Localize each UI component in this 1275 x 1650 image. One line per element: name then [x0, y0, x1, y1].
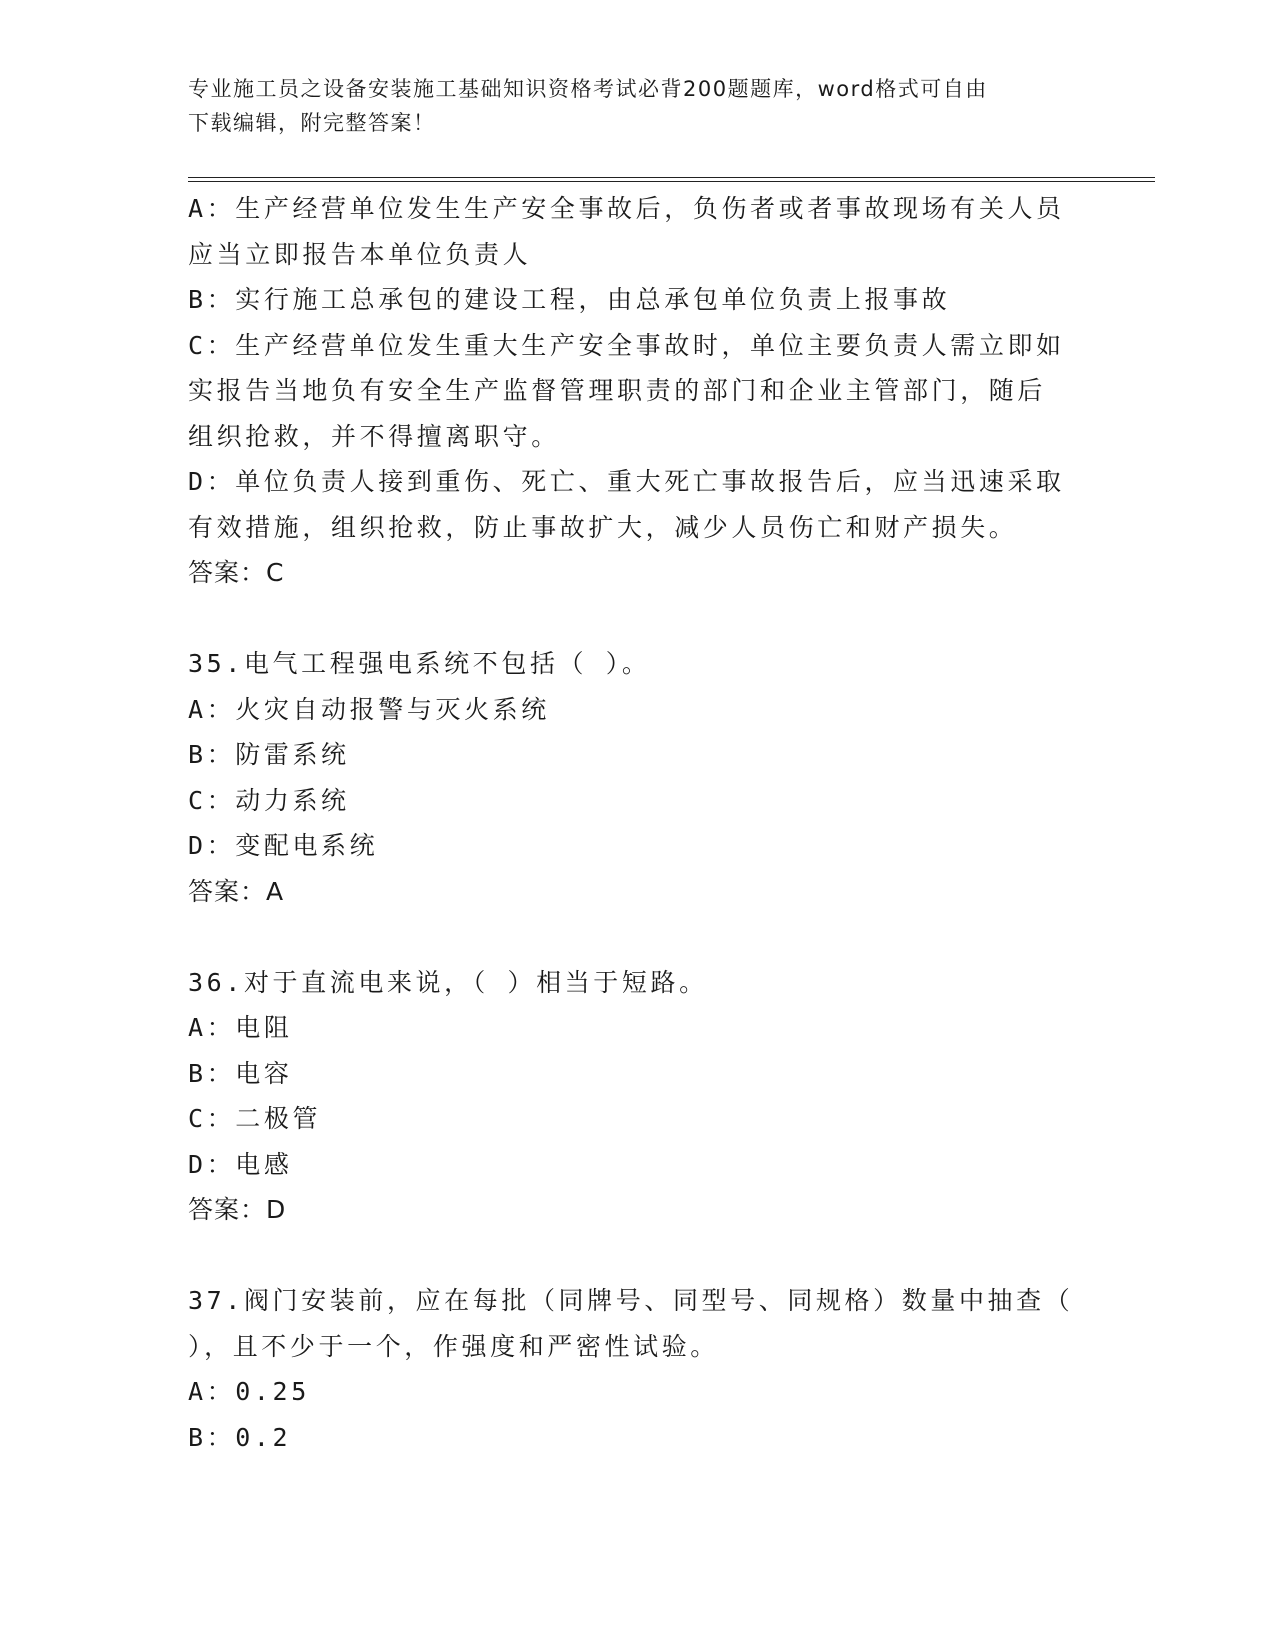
option-line: A：电阻 — [188, 1013, 293, 1042]
question-stem: 36.对于直流电来说，（ ）相当于短路。 — [188, 967, 708, 997]
option-line: C：二极管 — [188, 1104, 322, 1133]
option-line: C：动力系统 — [188, 785, 350, 815]
option-line: B：0.2 — [188, 1422, 292, 1452]
block-spacer — [188, 1233, 1088, 1279]
option-line: B：实行施工总承包的建设工程，由总承包单位负责上报事故 — [188, 285, 951, 314]
option-line: A：0.25 — [188, 1377, 310, 1406]
answer-line: 答案：A — [188, 876, 285, 906]
option-line: D：电感 — [188, 1149, 293, 1179]
question-block-37 — [188, 1278, 1088, 1460]
option-line: 有效措施，组织抢救，防止事故扩大，减少人员伤亡和财产损失。 — [188, 512, 1018, 542]
block-spacer — [188, 914, 1088, 960]
option-line: 组织抢救，并不得擅离职守。 — [188, 421, 560, 451]
option-line: 应当立即报告本单位负责人 — [188, 239, 532, 269]
question-stem: 35.电气工程强电系统不包括（ ）。 — [188, 649, 651, 678]
document-header — [188, 72, 1088, 140]
question-stem: 37.阀门安装前，应在每批（同牌号、同型号、同规格）数量中抽查（ — [188, 1286, 1074, 1315]
option-line: B：防雷系统 — [188, 740, 350, 769]
question-block-36 — [188, 960, 1088, 1233]
answer-line: 答案：C — [188, 558, 285, 587]
header-line-1: 专业施工员之设备安装施工基础知识资格考试必背200题题库，word格式可自由 — [188, 77, 988, 101]
option-line: D：单位负责人接到重伤、死亡、重大死亡事故报告后，应当迅速采取 — [188, 467, 1065, 496]
header-divider — [188, 177, 1155, 182]
option-line: A：火灾自动报警与灭火系统 — [188, 694, 550, 724]
option-line: A：生产经营单位发生生产安全事故后，负伤者或者事故现场有关人员 — [188, 194, 1065, 223]
block-spacer — [188, 596, 1088, 642]
answer-line: 答案：D — [188, 1195, 287, 1224]
question-block-34 — [188, 186, 1088, 596]
option-line: B：电容 — [188, 1058, 293, 1088]
question-list — [188, 186, 1088, 1460]
question-stem-continued: ），且不少于一个，作强度和严密性试验。 — [188, 1331, 719, 1361]
header-line-2: 下载编辑，附完整答案！ — [188, 111, 436, 135]
option-line: D：变配电系统 — [188, 831, 379, 860]
option-line: C：生产经营单位发生重大生产安全事故时，单位主要负责人需立即如 — [188, 330, 1065, 360]
option-line: 实报告当地负有安全生产监督管理职责的部门和企业主管部门，随后 — [188, 376, 1047, 405]
question-block-35 — [188, 641, 1088, 914]
